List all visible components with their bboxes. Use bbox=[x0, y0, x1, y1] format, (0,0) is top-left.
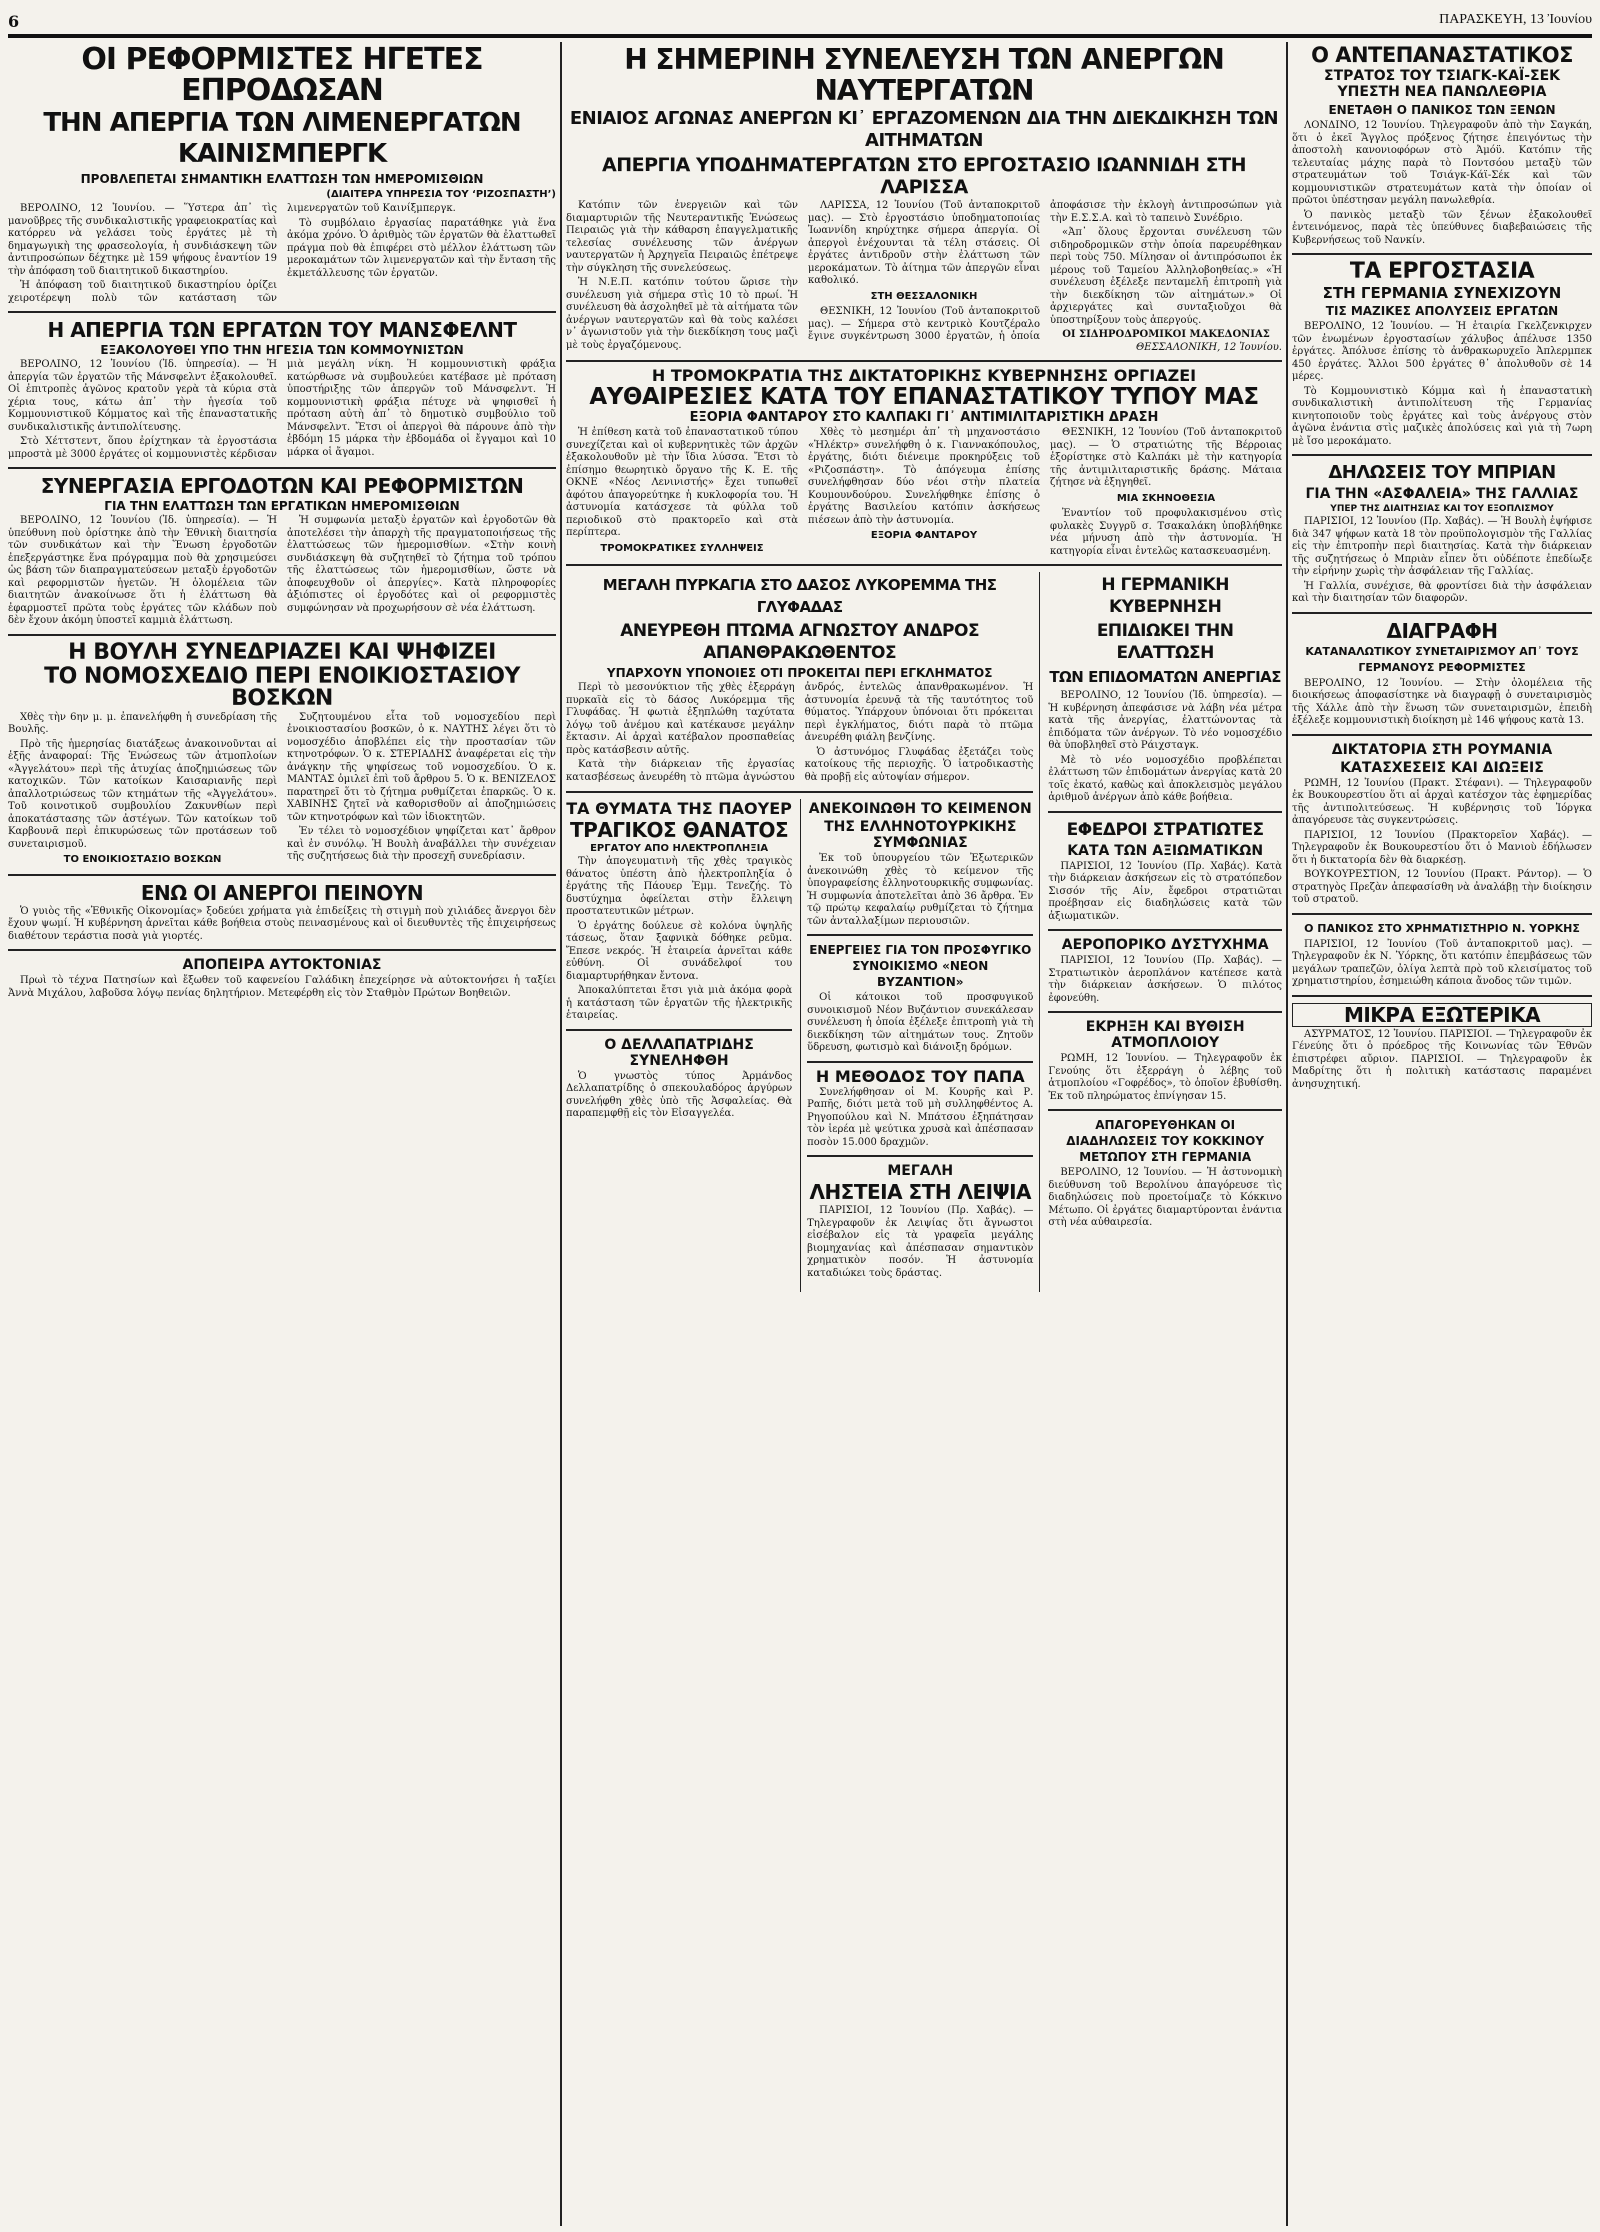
article-body bbox=[1048, 690, 1282, 805]
column-left bbox=[8, 42, 556, 2226]
article-body bbox=[807, 1205, 1033, 1280]
paragraph: Χθὲς τὸ μεσημέρι ἀπ᾽ τὴ μηχανοστάσιο «Ἡλέκτρ» συνελήφθη ὁ κ. Γιαννακόπουλος, ἐργάτης, διότι διένειμε προκηρύξεις τοῦ «Ριζοσπάστη». Τὸ ἀπόγευμα ἐπίσης συνελήφθησαν δύο νέοι στὴν πλατεία Κουμουνδούρου. Συνελήφθηκε ἐπίσης ὁ ἐργάτης Βασιλείου κατόπιν ἀσκήσεως πιέσεων ἀπὸ τὴν ἀστυνομία. bbox=[808, 427, 1040, 526]
paragraph: Τὸ συμβόλαιο ἐργασίας παρατάθηκε γιὰ ἕνα ἀκόμα χρόνο. Ὁ ἀριθμὸς τῶν ἐργατῶν θὰ ἐλαττωθεῖ πράγμα ποὺ θὰ ἐπιφέρει στὸ μέλλον ἐλάττωση τῶν μεροκαμάτων τῶν λιμενεργατῶν καὶ τὴν ἔνταση τῆς ἐκμετάλλευσης τῶν ἐργατῶν. bbox=[287, 217, 556, 279]
signature-date: ΘΕΣΣΑΛΟΝΙΚΗ, 12 Ἰουνίου. bbox=[1135, 341, 1282, 353]
headline: ΜΙΚΡΑ ΕΞΩΤΕΡΙΚΑ bbox=[1292, 1003, 1592, 1027]
paragraph: Ἡ ἀπόφαση τοῦ διαιτητικοῦ δικαστηρίου ὁρίζει χειροτέρεψη πολὺ τῶν κατάσταση τῶν λιμενεργατῶν τοῦ Καινίξμπεργκ. bbox=[8, 203, 456, 304]
headline: ΕΝΩ ΟΙ ΑΝΕΡΓΟΙ ΠΕΙΝΟΥΝ bbox=[140, 880, 424, 905]
headline: ΕΝΙΑΙΟΣ ΑΓΩΝΑΣ ΑΝΕΡΓΩΝ ΚΙ᾽ ΕΡΓΑΖΟΜΕΝΩΝ ΔΙΑ ΤΗΝ ΔΙΕΚΔΙΚΗΣΗ ΤΩΝ ΑΙΤΗΜΑΤΩΝ bbox=[569, 108, 1279, 151]
article-unemployed-hungry bbox=[8, 882, 556, 952]
headline: Η ΣΗΜΕΡΙΝΗ ΣΥΝΕΛΕΥΣΗ ΤΩΝ ΑΝΕΡΓΩΝ ΝΑΥΤΕΡΓΑΤΩΝ bbox=[624, 43, 1224, 107]
paragraph: ΠΑΡΙΣΙΟΙ, 12 Ἰουνίου (Πρακτορεῖον Χαβάς). — Τηλεγραφοῦν ἐκ Βουκουρεστίου ὅτι ὁ Μανιοὺ ἐδήλωσεν ὅτι ἡ δικτατορία δὲν θὰ διαρκέσῃ. bbox=[1292, 829, 1592, 866]
headline: ΕΦΕΔΡΟΙ ΣΤΡΑΤΙΩΤΕΣ bbox=[1066, 819, 1264, 840]
headline: ΤΑ ΕΡΓΟΣΤΑΣΙΑ bbox=[1349, 259, 1535, 284]
paragraph: ΘΕΣΝΙΚΗ, 12 Ἰουνίου (Τοῦ ἀνταποκριτοῦ μας). — Σήμερα στὸ κεντρικὸ Κουτζέραλο ἔγινε συγκέντρωση 3000 ἐργατῶν, ἡ ὁποία ἀποφάσισε τὴν ἐκλογὴ ἀντιπροσώπων γιὰ τὴν Ε.Σ.Σ.Α. καὶ τὸ ταπεινὸ Συνέδριο. bbox=[808, 200, 1282, 342]
article-german-factories bbox=[1292, 261, 1592, 456]
headline: Η ΒΟΥΛΗ ΣΥΝΕΔΡΙΑΖΕΙ ΚΑΙ ΨΗΦΙΖΕΙ bbox=[68, 639, 496, 665]
article-parliament bbox=[8, 639, 556, 876]
article-mansfeld-strike bbox=[8, 319, 556, 469]
headline: ΤΩΝ ΕΠΙΔΟΜΑΤΩΝ ΑΝΕΡΓΙΑΣ bbox=[1049, 668, 1282, 686]
article-body bbox=[566, 682, 1033, 785]
subheadline: ΠΡΟΒΛΕΠΕΤΑΙ ΣΗΜΑΝΤΙΚΗ ΕΛΑΤΤΩΣΗ ΤΩΝ ΗΜΕΡΟΜΙΣΘΙΩΝ bbox=[80, 172, 484, 186]
article-leipzig-robbery bbox=[807, 1163, 1033, 1286]
subheadline: ΥΠΕΡ ΤΗΣ ΔΙΑΙΤΗΣΙΑΣ ΚΑΙ ΤΟΥ ΕΞΟΠΛΙΣΜΟΥ bbox=[1330, 504, 1554, 514]
headline: ΜΕΓΑΛΗ bbox=[887, 1163, 954, 1179]
paragraph: Ὁ γυιὸς τῆς «Ἐθνικῆς Οἰκονομίας» ξοδεύει χρήματα γιὰ ἐπιδείξεις τὴ στιγμὴ ποὺ χιλιάδες ἄνεργοι δὲν ἔχουν ψωμί. Ἡ κυβέρνηση ἀρνεῖται κάθε βοήθεια στοὺς πεινασμένους καὶ οἱ διευθυντὲς τῆς ἐπιχειρήσεως διαθέτουν τεράστια ποσὰ γιὰ γιορτές. bbox=[8, 905, 556, 942]
headline: Ο ΠΑΝΙΚΟΣ ΣΤΟ ΧΡΗΜΑΤΙΣΤΗΡΙΟ Ν. ΥΟΡΚΗΣ bbox=[1304, 921, 1580, 935]
article-suicide-attempt bbox=[8, 957, 556, 1006]
article-body bbox=[1292, 321, 1592, 448]
headline: ΣΥΝΕΡΓΑΣΙΑ ΕΡΓΟΔΟΤΩΝ ΚΑΙ ΡΕΦΟΡΜΙΣΤΩΝ bbox=[40, 474, 524, 498]
kicker: Η ΤΡΟΜΟΚΡΑΤΙΑ ΤΗΣ ΔΙΚΤΑΤΟΡΙΚΗΣ ΚΥΒΕΡΝΗΣΗΣ ΟΡΓΙΑΖΕΙ bbox=[651, 366, 1197, 385]
headline: ΣΤΗ ΓΕΡΜΑΝΙΑ ΣΥΝΕΧΙΖΟΥΝ bbox=[1322, 284, 1562, 302]
article-body bbox=[1292, 120, 1592, 247]
article-red-front-ban bbox=[1048, 1117, 1282, 1236]
headline: ΕΠΙΔΙΩΚΕΙ ΤΗΝ ΕΛΑΤΤΩΣΗ bbox=[1096, 621, 1234, 663]
paragraph: Οἱ κάτοικοι τοῦ προσφυγικοῦ συνοικισμοῦ Νέον Βυζάντιον συνεκάλεσαν συνέλευση ἡ ὁποία ἐξέλεξε ἐπιτροπὴ γιὰ τὴ διεκδίκηση τῶν αἰτημάτων τους. Ζητοῦν ὕδρευση, φωτισμὸ καὶ διάνοιξη δρόμων. bbox=[807, 992, 1034, 1053]
article-romania bbox=[1292, 742, 1592, 915]
paragraph: Πρωὶ τὸ τέχνα Πατησίων καὶ ἔξωθεν τοῦ καφενείου Γαλάδικη ἐπεχείρησε νὰ αὐτοκτονήσει ἡ ταξίει Ἀννὰ Μιχάλου, λαβοῦσα λόγῳ πενίας δηλητήριον. Μετεφέρθη εἰς τὸν Σταθμὸν Πρώτων Βοηθειῶν. bbox=[8, 975, 556, 999]
paragraph: Συζητουμένου εἶτα τοῦ νομοσχεδίου περὶ ἐνοικιοστασίου βοσκῶν, ὁ κ. ΝΑΥΤΗΣ λέγει ὅτι τὸ νομοσχέδιο ἀποβλέπει εἰς τὴν προστασίαν τῶν κτηνοτρόφων. Ὁ κ. ΣΤΕΡΙΑΔΗΣ ἀναφέρεται εἰς τὴν ἀνάγκην τῆς ψηφίσεως τοῦ νομοσχεδίου. Ὁ κ. ΜΑΝΤΑΣ ὁμιλεῖ ἐπὶ τοῦ ἄρθρου 5. Ὁ κ. ΒΕΝΙΖΕΛΟΣ παρατηρεῖ ὅτι τὸ ζήτημα ρυθμίζεται ἐπαρκῶς. Ὁ κ. ΧΑΒΙΝΗΣ ζητεῖ νὰ καθορισθοῦν αἱ ἀποζημιώσεις τῶν κτηνοτρόφων καὶ τῶν ἰδιοκτητῶν. bbox=[287, 711, 556, 823]
article-body bbox=[1292, 678, 1592, 728]
article-body bbox=[8, 203, 556, 305]
column-center bbox=[566, 42, 1282, 2226]
article-ny-panic bbox=[1292, 921, 1592, 997]
article-seamen-assembly bbox=[566, 44, 1282, 362]
paragraph: ΒΕΡΟΛΙΝΟ, 12 Ἰουνίου (Ἰδ. ὑπηρεσία). — Ἡ ὑπεύθυνη ποὺ ὁρίστηκε ἀπὸ τὴν Ἐθνικὴ διαιτησία τῶν συνδικάτων καὶ τὴν Ἕνωση ἐργοδοτῶν ἐπεξεργάστηκε ἕνα πρόγραμμα ποὺ θὰ χρησιμεύσει ὡς βάση τῶν διαπραγματεύσεων μεταξὺ ἐργοδοτῶν καὶ ρεφορμιστῶν ἡγετῶν. Ἡ ὁλομέλεια τῶν διαιτητῶν ἀνακοίνωσε ὅτι ἡ ἐλάττωση θὰ ἐφαρμοστεῖ πρῶτα τοὺς ἐργάτες τῶν κλάδων ποὺ δὲν ἔχουν ἀκόμη ὑποστεῖ καμμιὰ ἐλάττωση. bbox=[8, 515, 277, 626]
article-body bbox=[1292, 516, 1592, 606]
paragraph: ΒΕΡΟΛΙΝΟ, 12 Ἰουνίου (Ἰδ. ὑπηρεσία). — Ἡ ἀπεργία τῶν ἐργατῶν τῆς Μάνσφελντ ἐξακολουθεῖ. Οἱ ἐπιτροπὲς ἀγῶνος κρατοῦν γερὰ τὰ κύρια στὰ χέρια τους, κάτω ἀπ᾽ τὴν ἡγεσία τοῦ Κομμουνιστικοῦ Κόμματος καὶ τῆς ἐπαναστατικῆς συνδικαλιστικῆς ἀντιπολίτευσης. bbox=[8, 359, 277, 433]
article-body bbox=[8, 712, 556, 868]
paragraph: ΒΕΡΟΛΙΝΟ, 12 Ἰουνίου. — Ἡ ἀστυνομικὴ διεύθυνση τοῦ Βερολίνου ἀπαγόρευσε τὶς διαδηλώσεις ποὺ προετοίμαζε τὸ Κόκκινο Μέτωπο. Οἱ ἐργάτες διαμαρτύρονται ἐνάντια στὴ νέα αὐθαιρεσία. bbox=[1048, 1167, 1282, 1228]
paragraph: Ἡ ἐπίθεση κατὰ τοῦ ἐπαναστατικοῦ τύπου συνεχίζεται καὶ οἱ κυβερνητικὲς τῶν ἀρχῶν ἐξακολουθοῦν μὲ τὴν ἴδια λύσσα. Ἔτσι τὸ ἐπίσημο θεωρητικὸ ὄργανο τῆς Κ. Ε. τῆς ΟΚΝΕ «Νέος Λενινιστής» ἔχει τυπωθεῖ ἀφότου ἀπαγορεύτηκε ἡ κυκλοφορία του. Ἡ ἀστυνομία κατάσχεσε τὰ φύλλα τοῦ περιοδικοῦ στὸ πρακτορεῖο καὶ στὰ περίπτερα. bbox=[566, 427, 798, 538]
headline: ΚΑΤΑ ΤΩΝ ΑΞΙΩΜΑΤΙΚΩΝ bbox=[1067, 842, 1264, 859]
headline: ΔΙΑΓΡΑΦΗ bbox=[1386, 618, 1498, 643]
paragraph: Ἐκ τοῦ ὑπουργείου τῶν Ἐξωτερικῶν ἀνεκοινώθη χθὲς τὸ κείμενον τῆς ὑπογραφείσης ἑλληνοτουρκικῆς συμφωνίας. Ἡ συμφωνία ἀποτελεῖται ἀπὸ 36 ἄρθρα. Ἐν τῷ πρώτῳ κεφαλαίῳ ρυθμίζεται τὸ ζήτημα τῶν ἀνταλλαξίμων περιουσιῶν. bbox=[807, 853, 1034, 927]
headline: Ο ΔΕΛΛΑΠΑΤΡΙΔΗΣ ΣΥΝΕΛΗΦΘΗ bbox=[604, 1036, 754, 1069]
section-subhead: ΤΡΟΜΟΚΡΑΤΙΚΕΣ ΣΥΛΛΗΨΕΙΣ bbox=[600, 542, 764, 554]
article-body bbox=[807, 992, 1033, 1055]
center-lower-subgrid bbox=[566, 799, 1033, 1292]
headline: ΤΟ ΝΟΜΟΣΧΕΔΙΟ ΠΕΡΙ ΕΝΟΙΚΙΟΣΤΑΣΙΟΥ ΒΟΣΚΩΝ bbox=[44, 663, 520, 711]
article-body bbox=[1048, 955, 1282, 1005]
section-subhead: ΤΟ ΕΝΟΙΚΙΟΣΤΑΣΙΟ ΒΟΣΚΩΝ bbox=[63, 854, 222, 865]
headline: ΜΕΓΑΛΗ ΠΥΡΚΑΓΙΑ ΣΤΟ ΔΑΣΟΣ ΛΥΚΟΡΕΜΜΑ ΤΗΣ ΓΛΥΦΑΔΑΣ bbox=[602, 576, 997, 616]
headline: ΑΠΟΠΕΙΡΑ ΑΥΤΟΚΤΟΝΙΑΣ bbox=[182, 957, 382, 973]
headline: ΤΗΝ ΑΠΕΡΓΙΑ ΤΩΝ ΛΙΜΕΝΕΡΓΑΤΩΝ ΚΑΙΝΙΣΜΠΕΡΓΚ bbox=[43, 108, 521, 169]
section-subhead: ΜΙΑ ΣΚΗΝΟΘΕΣΙΑ bbox=[1116, 492, 1216, 504]
subheadline: ΕΡΓΑΤΟΥ ΑΠΟ ΗΛΕΚΤΡΟΠΛΗΞΙΑ bbox=[590, 843, 769, 854]
paragraph: ΑΣΥΡΜΑΤΟΣ, 12 Ἰουνίου. ΠΑΡΙΣΙΟΙ. — Τηλεγραφοῦν ἐκ Γένεύης ὅτι ὁ πρόεδρος τῆς Κοινωνίας τῶν Ἐθνῶν ἐπιστρέφει αὔριον. ΠΑΡΙΣΙΟΙ. — Τηλεγραφοῦν ἐκ Μαδρίτης ὅτι ἡ πολιτικὴ κατάστασις παραμένει ἀνησυχητική. bbox=[1292, 1028, 1592, 1090]
headline: ΤΑ ΘΥΜΑΤΑ ΤΗΣ ΠΑΟΥΕΡ bbox=[566, 799, 792, 818]
paragraph: Κατόπιν τῶν ἐνεργειῶν καὶ τῶν διαμαρτυριῶν τῆς Νευτεραντικῆς Ἑνώσεως Πειραιῶς γιὰ τὴν κάθαρση ἐπαγγελματικῆς τελεσίας συνέλευσης τῶν ἀνέργων ναυτεργατῶν ἡ Ἀρχηγεῖα Πειραιῶς ἐπέτρεψε τὴν σύγκληση τῆς συνελεύσεως. bbox=[566, 200, 798, 274]
paragraph: Πρὸ τῆς ἡμερησίας διατάξεως ἀνακοινοῦνται αἱ ἑξῆς ἀναφοραί: Τῆς Ἑνώσεως τῶν ἀτμοπλοίων «Ἀγγελάτου» περὶ τῆς ἀτυχίας ἀποζημιώσεως τῶν κατοχικῶν. Τῶν κατοίκων Καισαριανῆς περὶ ἀπαλλοτριώσεως τῶν κτημάτων τῆς «Ἀγγελάτου». Τοῦ κοινοτικοῦ συμβουλίου Ζακυνθίων περὶ ἀποκατάστασης τῶν ἀστέγων. Τῶν κατοίκων τοῦ Καρβουνᾶ περὶ ἐπικυρώσεως τῶν προτάσεων τοῦ συνεταιρισμοῦ. bbox=[8, 738, 277, 850]
subheadline: ΓΙΑ ΤΗΝ ΕΛΑΤΤΩΣΗ ΤΩΝ ΕΡΓΑΤΙΚΩΝ ΗΜΕΡΟΜΙΣΘΙΩΝ bbox=[104, 499, 460, 513]
article-greek-turkish bbox=[807, 801, 1033, 936]
paragraph: Μὲ τὸ νέο νομοσχέδιο προβλέπεται ἐλάττωση τῶν ἐπιδομάτων ἀνεργίας κατὰ 20 τοῖς ἑκατό, καθὼς καὶ ἀποκλεισμὸς μεγάλου ἀριθμοῦ ἀνέργων ἀπὸ κάθε βοήθεια. bbox=[1048, 754, 1282, 803]
article-power-victims bbox=[566, 801, 792, 1031]
subgrid-left bbox=[566, 799, 792, 1292]
page-header bbox=[8, 12, 1592, 38]
headline: ΑΝΕΥΡΕΘΗ ΠΤΩΜΑ ΑΓΝΩΣΤΟΥ ΑΝΔΡΟΣ ΑΠΑΝΘΡΑΚΩΘΕΝΤΟΣ bbox=[620, 621, 980, 663]
signature: ΟΙ ΣΙΔΗΡΟΔΡΟΜΙΚΟΙ ΜΑΚΕΔΟΝΙΑΣ bbox=[1062, 329, 1270, 340]
paragraph: ΒΕΡΟΛΙΝΟ, 12 Ἰουνίου (Ἰδ. ὑπηρεσία). — Ἡ κυβέρνηση ἀπεφάσισε νὰ λάβη νέα μέτρα κατὰ τῆς ἀνεργίας, ἐλαττώνοντας τὰ ἐπιδόματα τῶν ἀνέργων. Τὸ νέο νομοσχέδιο θὰ ὑποβληθεῖ στὸ Ράιχσταγκ. bbox=[1048, 690, 1282, 751]
article-body bbox=[1292, 1029, 1592, 1092]
paragraph: Ἐν τέλει τὸ νομοσχέδιον ψηφίζεται κατ᾽ ἄρθρον καὶ ἐν συνόλῳ. Ἡ Βουλὴ ἀναβάλλει τὴν συνέχειαν τῆς συζητήσεως διὰ τὴν προσεχῆ συνεδρίασιν. bbox=[287, 826, 556, 862]
paragraph: ΒΕΡΟΛΙΝΟ, 12 Ἰουνίου. — Ὕστερα ἀπ᾽ τὶς μανοῦβρες τῆς συνδικαλιστικῆς γραφειοκρατίας καὶ κατόρρευ νὰ γελάσει τοὺς ἐργάτες μὲ τὴ δημαγωγικὴ της φρασεολογία, ἡ συνδιάσκεψη τῶν ἀντιπροσώπων δέχτηκε μὲ 159 ψήφους ἐναντίον 19 τὴν ἀπόφαση τοῦ διαιτητικοῦ δικαστηρίου. bbox=[8, 203, 277, 277]
agency-line: (ΔΙΑΙΤΕΡΑ ΥΠΗΡΕΣΙΑ ΤΟΥ ‘ΡΙΖΟΣΠΑΣΤΗ’) bbox=[326, 189, 556, 200]
article-press-persecution bbox=[566, 368, 1282, 566]
article-briand bbox=[1292, 462, 1592, 614]
paragraph: Τὸ Κομμουνιστικὸ Κόμμα καὶ ἡ ἐπαναστατικὴ συνδικαλιστικὴ ἀντιπολίτευση τῆς Γερμανίας κινητοποιοῦν τοὺς ἐργάτες καὶ τοὺς ἀνέργους στὸν ἀγῶνα ἐνάντια στὶς μαζικὲς ἀπολύσεις καὶ γιὰ τὴ 7ωρη μὲ ἴσο μεροκάματο. bbox=[1292, 385, 1592, 447]
page-date: ΠΑΡΑΣΚΕΥΗ, 13 Ἰουνίου bbox=[1439, 12, 1592, 27]
paragraph: ΠΑΡΙΣΙΟΙ, 12 Ἰουνίου (Πρ. Χαβάς). — Στρατιωτικὸν ἀεροπλάνον κατέπεσε κατὰ τὴν διάρκειαν ἀσκήσεων. Ὁ πιλότος ἐφονεύθη. bbox=[1048, 955, 1282, 1004]
article-reserve-soldiers bbox=[1048, 819, 1282, 932]
paragraph: Ἀποκαλύπτεται ἔτσι γιὰ μιὰ ἀκόμα φορὰ ἡ κατάσταση τῶν ἐργατῶν τῆς ἠλεκτρικῆς ἑταιρείας. bbox=[566, 985, 793, 1021]
headline: ΕΝΕΡΓΕΙΕΣ ΓΙΑ ΤΟΝ ΠΡΟΣΦΥΓΙΚΟ ΣΥΝΟΙΚΙΣΜΟ «ΝΕΟΝ ΒΥΖΑΝΤΙΟΝ» bbox=[809, 943, 1032, 989]
article-german-government bbox=[1048, 574, 1282, 813]
paragraph: Ὁ γνωστὸς τύπος Ἀρμάνδος Δελλαπατρίδης ὁ σπεκουλαδόρος ἀργύρων συνελήφθη χθὲς ὑπὸ τῆς Ἀσφαλείας. Θὰ παραπεμφθῇ εἰς τὸν Εἰσαγγελέα. bbox=[566, 1070, 793, 1119]
paragraph: Ἐναντίον τοῦ προφυλακισμένου στὶς φυλακὲς Συγγρῦ σ. Τσακαλάκη ὑποβλήθηκε νέα μήνυση ἀπὸ τὴν ἀστυνομία. Ἡ κατηγορία εἶναι ἐντελῶς κατασκευασμένη. bbox=[1050, 508, 1282, 557]
paragraph: Κατὰ τὴν διάρκειαν τῆς ἐργασίας κατασβέσεως ἀνευρέθη τὸ πτῶμα ἀγνώστου ἀνδρός, ἐντελῶς ἀπανθρακωμένον. Ἡ ἀστυνομία ἐρευνᾷ τὰ τῆς ταυτότητος τοῦ θύματος. Ὑπάρχουν ὑπόνοιαι ὅτι πρόκειται περὶ ἐγκλήματος, διότι παρὰ τὸ πτῶμα ἀνευρέθη φιάλη βενζίνης. bbox=[566, 682, 1034, 783]
article-body bbox=[1048, 1167, 1282, 1230]
paragraph: ΡΩΜΗ, 12 Ἰουνίου (Πρακτ. Στέφανι). — Τηλεγραφοῦν ἐκ Βουκουρεστίου ὅτι αἱ ἀρχαὶ κατέσχον τὰς ἐφημερίδας τῆς ἀντιπολιτεύσεως. Ἡ κυβέρνησις τοῦ Ἰόργκα ἀπαγόρευσε τὰς συγκεντρώσεις. bbox=[1292, 777, 1592, 826]
column-divider bbox=[1286, 42, 1288, 2226]
headline: Η ΓΕΡΜΑΝΙΚΗ ΚΥΒΕΡΝΗΣΗ bbox=[1101, 575, 1229, 617]
headline: ΕΚΡΗΞΗ ΚΑΙ ΒΥΘΙΣΗ ΑΤΜΟΠΛΟΙΟΥ bbox=[1085, 1019, 1245, 1051]
paragraph: Ἡ συμφωνία μεταξὺ ἐργατῶν καὶ ἐργοδοτῶν θὰ ἀποτελέσει τὴν ἀπαρχὴ τῆς πραγματοποιήσεως τῆς ἐλαττώσεως τῶν ἡμερομισθίων. «Στὴν κοινὴ συνδιάσκεψη θὰ συζητηθεῖ τὸ ζήτημα τοῦ τρόπου τῆς ἐλαττώσεως τῶν ἡμερομισθίων, ὥστε νὰ ἀποφευχθοῦν οἱ ἀπεργίες». Κατὰ πληροφορίες ἀξιόπιστες οἱ ἐργοδότες καὶ οἱ ρεφορμιστὲς συμφώνησαν νὰ προχωρήσουν σὲ νέα ἐλάττωση. bbox=[287, 515, 556, 614]
article-pope-method bbox=[807, 1066, 1034, 1158]
article-body bbox=[566, 200, 1282, 354]
headline: ΑΠΕΡΓΙΑ ΥΠΟΔΗΜΑΤΕΡΓΑΤΩΝ ΣΤΟ ΕΡΓΟΣΤΑΣΙΟ ΙΩΑΝΝΙΔΗ ΣΤΗ ΛΑΡΙΣΣΑ bbox=[601, 154, 1247, 198]
article-body bbox=[566, 1071, 792, 1121]
paragraph: ΛΑΡΙΣΣΑ, 12 Ἰουνίου (Τοῦ ἀνταποκριτοῦ μας). — Στὸ ἐργοστάσιο ὑποδηματοποιίας Ἰωαννίδη κηρύχτηκε σήμερα ἀπεργία. Οἱ ἀπεργοὶ ἐνέχουνται τὰ τέλη στάσεις. Οἱ ἐργάτες ἀντιδροῦν στὴν ἐλάττωση τῶν μεροκάματων. Τὸ ἀίτημα τῶν ἀπεργῶν εἶναι καθολικό. bbox=[808, 200, 1040, 286]
center-lower-grid bbox=[566, 572, 1282, 1292]
paragraph: Τὴν ἀπογευματινὴ τῆς χθὲς τραγικὸς θάνατος ὑπέστη ἀπὸ ἠλεκτροπληξία ὁ ἐργάτης τῆς Πάουερ Ἐμμ. Τενεζής. Τὸ δυστύχημα ὀφείλεται στὴν ἔλλειψη προστατευτικῶν μέτρων. bbox=[566, 856, 793, 917]
paragraph: Ὁ ἐργάτης δούλευε σὲ κολόνα ὑψηλῆς τάσεως, ὅταν ξαφνικὰ δόθηκε ρεῦμα. Ἔπεσε νεκρός. Ἡ ἑταιρεία ἀρνεῖται κάθε εὐθύνη. Οἱ συνάδελφοί του διαμαρτυρήθηκαν ἔντονα. bbox=[566, 920, 793, 982]
paragraph: «Ἀπ᾽ ὅλους ἔρχονται συνέλευση τῶν σιδηροδρομικῶν στὴν ὁποία παρευρέθηκαν περὶ τοὺς 750. Μίλησαν οἱ ἀντιπρόσωποι ἐκ μέρους τοῦ Ταμείου Ἀλληλοβοηθείας.» «Ἡ συνέλευση ἐξέλεξε πενταμελῆ ἐπιτροπὴ γιὰ τὴν διεκδίκηση τῶν αἰτημάτων.» Οἱ ἀρχιεργάτες καὶ συνταξιοῦχοι θὰ ὑποστηρίξουν τοὺς ἀπεργούς. bbox=[1050, 227, 1282, 326]
paragraph: ΡΩΜΗ, 12 Ἰουνίου. — Τηλεγραφοῦν ἐκ Γενούης ὅτι ἐξερράγη ὁ λέβης τοῦ ἀτμοπλοίου «Γοφρέδος», τὸ ὁποῖον ἐβυθίσθη. Ἐκ τοῦ πληρώματος ἐπνίγησαν 15. bbox=[1048, 1053, 1282, 1102]
paragraph: ΠΑΡΙΣΙΟΙ, 12 Ἰουνίου (Πρ. Χαβάς). — Ἡ Βουλὴ ἐψήφισε διὰ 347 ψήφων κατὰ 18 τὸν προϋπολογισμὸν τῆς Γαλλίας εἰς τὴν ἐπιτροπὴν περὶ διαιτησίας. Κατὰ τὴν διάρκειαν τῆς συζητήσεως ὁ Μπριὰν εἶπεν ὅτι οὐδέποτε ἐπεδίωξε τὴν εἰρήνην χωρὶς τὴν ἀσφάλειαν τῆς Γαλλίας. bbox=[1292, 516, 1592, 577]
article-body bbox=[8, 359, 556, 461]
paragraph: Χθὲς τὴν 6ην μ. μ. ἐπανελήφθη ἡ συνεδρίαση τῆς Βουλῆς. bbox=[8, 711, 277, 735]
headline: ΔΗΛΩΣΕΙΣ ΤΟΥ ΜΠΡΙΑΝ bbox=[1328, 462, 1556, 483]
article-body bbox=[566, 427, 1282, 558]
headline: ΛΗΣΤΕΙΑ ΣΤΗ ΛΕΙΨΙΑ bbox=[809, 1180, 1032, 1204]
headline: ΤΡΑΓΙΚΟΣ ΘΑΝΑΤΟΣ bbox=[570, 818, 789, 842]
article-body bbox=[1048, 1053, 1282, 1103]
article-counterrevolutionary bbox=[1292, 44, 1592, 255]
headline: Η ΑΠΕΡΓΙΑ ΤΩΝ ΕΡΓΑΤΩΝ ΤΟΥ ΜΑΝΣΦΕΛΝΤ bbox=[47, 318, 517, 342]
subheadline: ΣΤΡΑΤΟΣ ΤΟΥ ΤΣΙΑΓΚ-ΚΑΪ-ΣΕΚ ΥΠΕΣΤΗ ΝΕΑ ΠΑΝΩΛΕΘΡΙΑ bbox=[1324, 68, 1560, 100]
headline: ΓΙΑ ΤΗΝ «ΑΣΦΑΛΕΙΑ» ΤΗΣ ΓΑΛΛΙΑΣ bbox=[1305, 486, 1579, 502]
headline: Ο ΑΝΤΕΠΑΝΑΣΤΑΤΙΚΟΣ bbox=[1311, 43, 1573, 67]
paragraph: ΠΑΡΙΣΙΟΙ, 12 Ἰουνίου (Πρ. Χαβάς). — Τηλεγραφοῦν ἐκ Λειψίας ὅτι ἄγνωστοι εἰσέβαλον εἰς τὰ γραφεῖα μεγάλης βιομηχανίας καὶ ἀπέσπασαν σημαντικὸν χρηματικὸν ποσόν. Ἡ ἀστυνομία καταδιώκει τοὺς δράστας. bbox=[807, 1205, 1034, 1279]
center-lower-left bbox=[566, 572, 1040, 1292]
paragraph: ΘΕΣΝΙΚΗ, 12 Ἰουνίου (Τοῦ ἀνταποκριτοῦ μας). — Ὁ στρατιώτης τῆς Βέρροιας ἐξορίστηκε στὸ Καλπάκι μὲ τὴν κατηγορία τῆς ἀντιμιλιταριστικῆς δράσης. Μάταια ζήτησε νὰ ἐξηγηθεῖ. bbox=[1050, 427, 1282, 488]
article-air-accident bbox=[1048, 937, 1282, 1013]
article-body bbox=[8, 515, 556, 628]
paragraph: ΒΟΥΚΟΥΡΕΣΤΙΟΝ, 12 Ἰουνίου (Πρακτ. Ράντορ). — Ὁ στρατηγὸς Πρεζὰν ἀπεφασίσθη νὰ ἀναλάβῃ τὴν διοίκησιν τοῦ στρατοῦ. bbox=[1292, 869, 1592, 905]
article-neon-vyzantion bbox=[807, 942, 1033, 1063]
paragraph: ΛΟΝΔΙΝΟ, 12 Ἰουνίου. Τηλεγραφοῦν ἀπὸ τὴν Σαγκάη, ὅτι ὁ ἐκεῖ Ἄγγλος πρόξενος ζήτησε ἐπειγόντως τὴν ἀποστολὴ κανονιοφόρων στὸ Ἀμόϋ. Κατόπιν τῆς τελευταίας μάχης παρὰ τὸ Ποντσόου μεταξὺ τῶν στρατευμάτων τοῦ Τσιάγκ-Κάϊ-Σέκ καὶ τῶν κομμουνιστικῶν στρατευμάτων κατὰ τὴν ὁποίαν οἱ πρῶτοι ὑπέστησαν μεγάλη πανωλεθρία. bbox=[1292, 120, 1592, 206]
paragraph: Περὶ τὸ μεσονύκτιον τῆς χθὲς ἐξερράγη πυρκαϊὰ εἰς τὸ δάσος Λυκόρεμμα τῆς Γλυφάδας. Ἡ φωτιὰ ἐξηπλώθη ταχύτατα λόγῳ τοῦ ἀνέμου καὶ κατέκαυσε μεγάλην ἔκτασιν. Αἱ ἀρχαὶ κατέβαλον προσπαθείας πρὸς κατάσβεσιν αὐτῆς. bbox=[566, 682, 795, 756]
headline: ΤΗΣ ΕΛΛΗΝΟΤΟΥΡΚΙΚΗΣ ΣΥΜΦΩΝΙΑΣ bbox=[824, 819, 1017, 851]
paragraph: ΠΑΡΙΣΙΟΙ, 12 Ἰουνίου (Πρ. Χαβάς). Κατὰ τὴν διάρκειαν ἀσκήσεων εἰς τὸ στρατόπεδον Σισσόν τῆς Αἰν, ἔφεδροι στρατιῶται προέβησαν εἰς διαδηλώσεις κατὰ τῶν ἀξιωματικῶν. bbox=[1048, 860, 1282, 922]
subheadline: ΥΠΑΡΧΟΥΝ ΥΠΟΝΟΙΕΣ ΟΤΙ ΠΡΟΚΕΙΤΑΙ ΠΕΡΙ ΕΓΚΛΗΜΑΤΟΣ bbox=[606, 666, 993, 680]
column-right bbox=[1292, 42, 1592, 2226]
article-body bbox=[1048, 861, 1282, 924]
page-number: 6 bbox=[8, 12, 20, 31]
paragraph: ΒΕΡΟΛΙΝΟ, 12 Ἰουνίου. — Στὴν ὁλομέλεια τῆς διοικήσεως ἀποφασίστηκε νὰ διαγραφῇ ὁ συνεταιρισμὸς τῆς Χάλλε ἀπὸ τὴν ἕνωση τῶν συνεταιρισμῶν, ἐπειδὴ ἐξέλεξε κομμουνιστικὴ διοίκηση μὲ 146 ψήφους κατὰ 13. bbox=[1292, 677, 1592, 726]
subheadline: ΕΝΕΤΑΘΗ Ο ΠΑΝΙΚΟΣ ΤΩΝ ΞΕΝΩΝ bbox=[1328, 103, 1556, 117]
section-subhead: ΕΞΟΡΙΑ ΦΑΝΤΑΡΟΥ bbox=[870, 530, 978, 541]
article-body bbox=[8, 975, 556, 1000]
article-body bbox=[1292, 939, 1592, 989]
headline: ΤΙΣ ΜΑΖΙΚΕΣ ΑΠΟΛΥΣΕΙΣ ΕΡΓΑΤΩΝ bbox=[1325, 304, 1559, 318]
article-body bbox=[1292, 778, 1592, 907]
headline: ΑΠΑΓΟΡΕΥΘΗΚΑΝ ΟΙ ΔΙΑΔΗΛΩΣΕΙΣ ΤΟΥ ΚΟΚΚΙΝΟΥ ΜΕΤΩΠΟΥ ΣΤΗ ΓΕΡΜΑΝΙΑ bbox=[1066, 1118, 1265, 1164]
paragraph: ΒΕΡΟΛΙΝΟ, 12 Ἰουνίου. — Ἡ ἑταιρία Γκελζενκιρχεν τῶν ἑνωμένων ἐργοστασίων χάλυβος ἀπέλυσε 1350 ἐργάτες. Ἀπόλυσε ἐπίσης τὸ ἀνθρακωρυχεῖο Ἀπλερμπεκ 450 ἐργάτες. Ἄλλοι 500 ἐργάτες θ᾽ ἀπολυθοῦν σὲ 14 μέρες. bbox=[1292, 321, 1592, 382]
subheadline: ΕΞΟΡΙΑ ΦΑΝΤΑΡΟΥ ΣΤΟ ΚΑΛΠΑΚΙ ΓΙ᾽ ΑΝΤΙΜΙΛΙΤΑΡΙΣΤΙΚΗ ΔΡΑΣΗ bbox=[689, 410, 1159, 425]
paragraph: Ὁ πανικὸς μεταξὺ τῶν ξένων ἐξακολουθεῖ ἐντεινόμενος, παρὰ τὲς ὑπεύθυνες διαβεβαιώσεις τῆς Κυβερνήσεως τοῦ Νανκίν. bbox=[1292, 209, 1592, 246]
center-lower-right bbox=[1048, 572, 1282, 1292]
paragraph: ΠΑΡΙΣΙΟΙ, 12 Ἰουνίου (Τοῦ ἀνταποκριτοῦ μας). — Τηλεγραφοῦν ἐκ Ν. Ὑόρκης, ὅτι κατόπιν ἐπεμβάσεως τῶν μεγάλων τραπεζῶν, ὀλίγα λεπτὰ πρὸ τοῦ κλεισίματος τοῦ χρηματιστηρίου, ἐσημειώθη κάποια ἄνοδος τῶν τιμῶν. bbox=[1292, 938, 1592, 987]
paragraph: Στὸ Χέττστεντ, ὅπου ἐρίχτηκαν τὰ ἐργοστάσια μπροστὰ μὲ 3000 ἐργάτες οἱ κομμουνιστὲς κέρδισαν μιὰ μεγάλη νίκη. Ἡ κομμουνιστικὴ φράξια κατώρθωσε νὰ συμβουλεύει κατέβασε μὲ πρόταση ὑποστήριξης τῶν ἀπεργῶν τοῦ Μάνσφελντ. Ἡ κομμουνιστικὴ φράξια πέτυχε νὰ ψηφισθεῖ ἡ πρόταση αὐτὴ ἀπ᾽ τὸ δημοτικὸ συμβούλιο τοῦ Μάνσφελντ. Ἔτσι οἱ ἀπεργοὶ θὰ πάρουνε ἀπὸ τὴν ἑβδόμη 15 μάρκα τὴν ἑβδομάδα οἱ ἔγγαμοι καὶ 10 μάρκα οἱ ἄγαμοι. bbox=[8, 359, 556, 460]
article-glyfada-fire bbox=[566, 574, 1033, 793]
article-foreign-briefs bbox=[1292, 1003, 1592, 1098]
article-dellapatridis bbox=[566, 1037, 792, 1127]
headline: ΔΙΚΤΑΤΟΡΙΑ ΣΤΗ ΡΟΥΜΑΝΙΑ bbox=[1331, 741, 1553, 758]
paragraph: Συνελήφθησαν οἱ Μ. Κουρῆς καὶ Ρ. Ραπῆς, διότι μετὰ τοῦ μὴ συλληφθέντος Α. Ρηγοπούλου καὶ Ν. Μπάτσου ἐξηπάτησαν τὸν ἱερέα μὲ ψεύτικα χρυσὰ καὶ ἀπέσπασαν ποσὸν 15.000 δραχμῶν. bbox=[807, 1086, 1034, 1148]
article-body bbox=[566, 856, 792, 1023]
headline: Η ΜΕΘΟΔΟΣ ΤΟΥ ΠΑΠΑ bbox=[815, 1066, 1025, 1086]
article-body bbox=[807, 853, 1033, 928]
headline: ΚΑΤΑΣΧΕΣΕΙΣ ΚΑΙ ΔΙΩΞΕΙΣ bbox=[1340, 759, 1544, 776]
paragraph: Ἡ Ν.Ε.Π. κατόπιν τούτου ὥρισε τὴν συνέλευση γιὰ σήμερα στὶς 10 τὸ πρωί. Ἡ συνέλευση θὰ ἀσχοληθεῖ μὲ τὰ αἰτήματα τῶν ἀνέργων ναυτεργατῶν καὶ θὰ τοὺς καλέσει ν᾽ ἀγωνιστοῦν γιὰ τὴν διεκδίκηση τους μαζὶ μὲ τοὺς ἐργαζόμενους. bbox=[566, 277, 798, 351]
subheadline: ΚΑΤΑΝΑΛΩΤΙΚΟΥ ΣΥΝΕΤΑΙΡΙΣΜΟΥ ΑΠ᾽ ΤΟΥΣ ΓΕΡΜΑΝΟΥΣ ΡΕΦΟΡΜΙΣΤΕΣ bbox=[1305, 644, 1579, 674]
subgrid-right bbox=[800, 799, 1033, 1292]
article-employers-reformists bbox=[8, 475, 556, 636]
article-reformists bbox=[8, 44, 556, 313]
headline: ΑΕΡΟΠΟΡΙΚΟ ΔΥΣΤΥΧΗΜΑ bbox=[1061, 937, 1269, 953]
paragraph: Ἡ Γαλλία, συνέχισε, θὰ φροντίσει διὰ τὴν ἀσφάλειαν καὶ τὴν διαιτησίαν τῶν διαφορῶν. bbox=[1292, 580, 1592, 604]
article-ship-explosion bbox=[1048, 1019, 1282, 1111]
headline: ΑΝΕΚΟΙΝΩΘΗ ΤΟ ΚΕΙΜΕΝΟΝ bbox=[808, 801, 1032, 817]
section-subhead: ΣΤΗ ΘΕΣΣΑΛΟΝΙΚΗ bbox=[870, 290, 978, 302]
paragraph: Ὁ ἀστυνόμος Γλυφάδας ἐξετάζει τοὺς κατοίκους τῆς περιοχῆς. Ὁ ἰατροδικαστὴς θὰ προβῇ εἰς αὐτοψίαν σήμερον. bbox=[804, 746, 1034, 783]
headline: ΑΥΘΑΙΡΕΣΙΕΣ ΚΑΤΑ ΤΟΥ ΕΠΑΝΑΣΤΑΤΙΚΟΥ ΤΥΠΟΥ ΜΑΣ bbox=[589, 384, 1259, 410]
article-expulsion bbox=[1292, 620, 1592, 736]
column-divider bbox=[560, 42, 562, 2226]
article-body bbox=[8, 906, 556, 944]
headline: ΟΙ ΡΕΦΟΡΜΙΣΤΕΣ ΗΓΕΤΕΣ ΕΠΡΟΔΩΣΑΝ bbox=[81, 42, 483, 108]
subheadline: ΕΞΑΚΟΛΟΥΘΕΙ ΥΠΟ ΤΗΝ ΗΓΕΣΙΑ ΤΩΝ ΚΟΜΜΟΥΝΙΣΤΩΝ bbox=[100, 343, 464, 357]
article-body bbox=[807, 1087, 1033, 1150]
